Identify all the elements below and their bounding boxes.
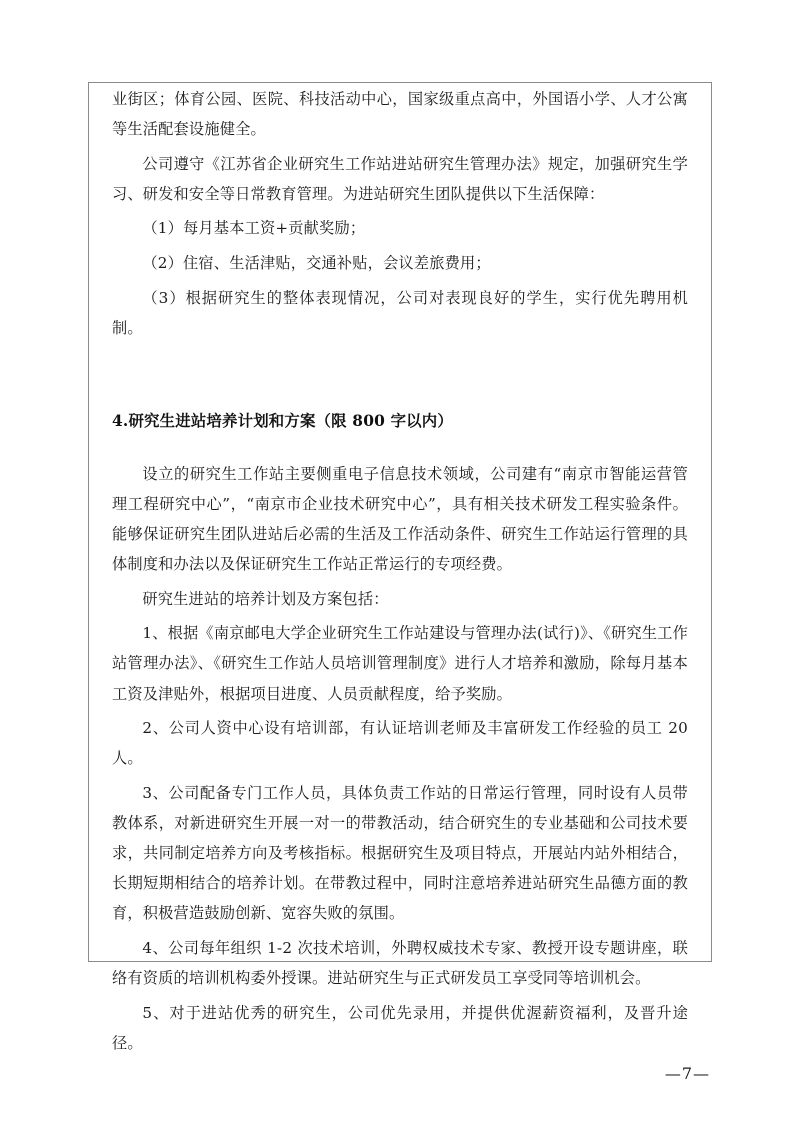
list-item: （3）根据研究生的整体表现情况，公司对表现良好的学生，实行优先聘用机制。 [112, 288, 688, 337]
list-item: 1、根据《南京邮电大学企业研究生工作站建设与管理办法(试行)》、《研究生工作站管理办法》、《研究生工作站人员培训管理制度》进行人才培养和激励，除每月基本工资及津贴外，根据项目进度、人员贡献程度，给予奖励。 [112, 624, 688, 703]
paragraph: 设立的研究生工作站主要侧重电子信息技术领域，公司建有“南京市智能运营管理工程研究中心”，“南京市企业技术研究中心”，具有相关技术研发工程实验条件。能够保证研究生团队进站后必需的生活及工作活动条件、研究生工作站运行管理的具体制度和办法以及保证研究生工作站正常运行的专项经费。 [112, 464, 688, 574]
paragraph: 研究生进站的培养计划及方案包括： [142, 589, 389, 608]
list-item: 2、公司人资中心设有培训部，有认证培训老师及丰富研发工作经验的员工 20 人。 [112, 719, 688, 768]
list-item: （1）每月基本工资+贡献奖励； [142, 219, 366, 238]
spacer [112, 347, 688, 373]
paragraph: 业街区；体育公园、医院、科技活动中心，国家级重点高中，外国语小学、人才公寓等生活配套设施健全。 [112, 90, 688, 139]
spacer [112, 445, 688, 459]
list-item: （2）住宿、生活津贴，交通补贴，会议差旅费用； [142, 254, 491, 273]
list-item: 4、公司每年组织 1-2 次技术培训，外聘权威技术专家、教授开设专题讲座，联络有资质的培训机构委外授课。进站研究生与正式研发员工享受同等培训机会。 [112, 938, 688, 987]
list-item: 3、公司配备专门工作人员，具体负责工作站的日常运行管理，同时设有人员带教体系，对新进研究生开展一对一的带教活动，结合研究生的专业基础和公司技术要求，共同制定培养方向及考核指标。根据研究生及项目特点，开展站内站外相结合，长期短期相结合的培养计划。在带教过程中，同时注意培养进站研究生品德方面的教育，积极营造鼓励创新、宽容失败的氛围。 [112, 783, 688, 923]
section-heading: 4.研究生进站培养计划和方案（限 800 字以内） [112, 412, 453, 431]
list-item: 5、对于进站优秀的研究生，公司优先录用，并提供优渥薪资福利，及晋升途径。 [112, 1003, 688, 1052]
document-body [100, 84, 700, 1062]
page-number: —7— [664, 1064, 710, 1083]
paragraph: 公司遵守《江苏省企业研究生工作站进站研究生管理办法》规定，加强研究生学习、研发和安全等日常教育管理。为进站研究生团队提供以下生活保障： [112, 154, 688, 203]
